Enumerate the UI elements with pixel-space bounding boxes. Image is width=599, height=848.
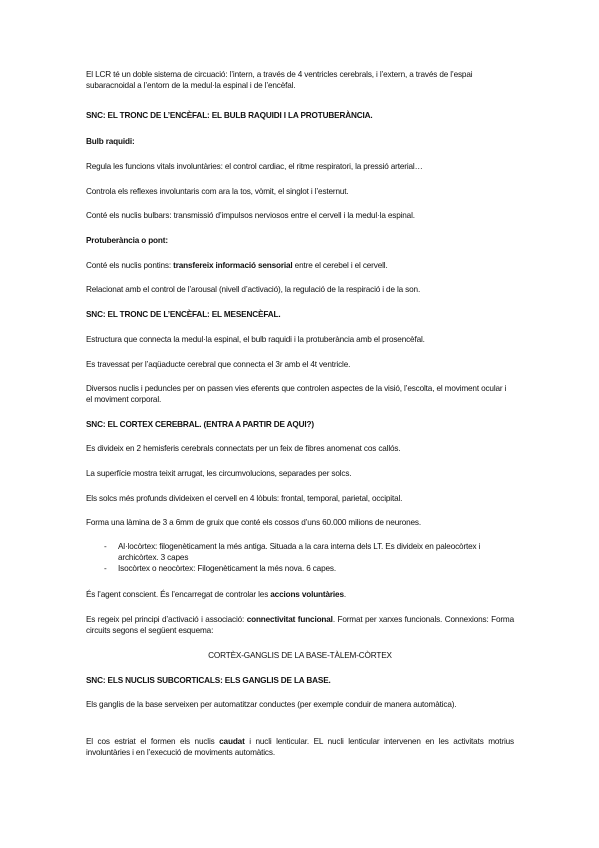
cortex-paragraph-3: Els solcs més profunds divideixen el cervell en 4 lòbuls: frontal, temporal, parietal, occipital.: [86, 494, 403, 503]
cortex-types-list: [86, 541, 514, 574]
prot-paragraph-2: Relacionat amb el control de l’arousal (nivell d’activació), la regulació de la respiració i de la son.: [86, 285, 421, 294]
heading-cortex: SNC: EL CORTEX CEREBRAL. (ENTRA A PARTIR DE AQUI?): [86, 420, 314, 429]
cortex-paragraph-4: Forma una làmina de 3 a 6mm de gruix que conté els cossos d’uns 60.000 milions de neurones.: [86, 518, 421, 527]
bulb-paragraph-3: Conté els nuclis bulbars: transmissió d’impulsos nerviosos entre el cervell i la medul·la espinal.: [86, 211, 415, 220]
mesen-paragraph-2: Es travessat per l’aqüaducte cerebral que connecta el 3r amb el 4t ventricle.: [86, 360, 351, 369]
heading-bulb-protuberancia: SNC: EL TRONC DE L’ENCÈFAL: EL BULB RAQUIDI I LA PROTUBERÀNCIA.: [86, 111, 373, 120]
mesen-paragraph-3: Diversos nuclis i peduncles per on passen vies eferents que controlen aspectes de la visió, l’escolta, el moviment ocular i el moviment corporal.: [86, 384, 507, 404]
subheading-bulb: Bulb raquidi:: [86, 137, 135, 146]
heading-subcortical: SNC: ELS NUCLIS SUBCORTICALS: ELS GANGLIS DE LA BASE.: [86, 676, 331, 685]
list-item: - Isocòrtex o neocòrtex: Filogenèticament la més nova. 6 capes.: [86, 563, 514, 574]
subcort-paragraph-1: Els ganglis de la base serveixen per automatitzar conductes (per exemple conduir de manera automàtica).: [86, 700, 457, 709]
bulb-paragraph-2: Controla els reflexes involuntaris com ara la tos, vòmit, el singlot i l’esternut.: [86, 187, 349, 196]
bulb-paragraph-1: Regula les funcions vitals involuntàries: el control cardiac, el ritme respiratori, la pressió arterial…: [86, 162, 423, 171]
cortex-paragraph-5: És l’agent conscient. És l’encarregat de controlar les accions voluntàries.: [86, 590, 346, 599]
connection-schema: CORTÈX-GANGLIS DE LA BASE-TÀLEM-CÒRTEX: [208, 651, 392, 660]
list-item: - Al·locòrtex: filogenèticament la més antiga. Situada a la cara interna dels LT. Es divideix en paleocòrtex i archicòrtex. 3 capes: [86, 541, 514, 563]
cortex-paragraph-2: La superfície mostra teixit arrugat, les circumvolucions, separades per solcs.: [86, 469, 352, 478]
subheading-protuberancia: Protuberància o pont:: [86, 236, 168, 245]
prot-paragraph-1: Conté els nuclis pontins: transfereix informació sensorial entre el cerebel i el cervell.: [86, 261, 388, 270]
cortex-paragraph-1: Es divideix en 2 hemisferis cerebrals connectats per un feix de fibres anomenat cos callós.: [86, 444, 401, 453]
cortex-paragraph-6: Es regeix pel principi d’activació i associació: connectivitat funcional. Format per xarxes funcionals. Connexions: Forma circuits segons el següent esquema:: [86, 615, 515, 635]
mesen-paragraph-1: Estructura que connecta la medul·la espinal, el bulb raquidi i la protuberància amb el prosencèfal.: [86, 335, 425, 344]
subcort-paragraph-2: El cos estriat el formen els nuclis caudat i nucli lenticular. EL nucli lenticular intervenen en les activitats motrius involuntàries i en l’execució de moviments automàtics.: [86, 737, 514, 757]
intro-paragraph: El LCR té un doble sistema de circuació: l’intern, a través de 4 ventricles cerebrals, i l’extern, a través de l’espai subaracnoidal a l’entorn de la medul·la espinal i de l’encèfal.: [86, 70, 473, 90]
heading-mesencefal: SNC: EL TRONC DE L’ENCÈFAL: EL MESENCÈFAL.: [86, 310, 281, 319]
